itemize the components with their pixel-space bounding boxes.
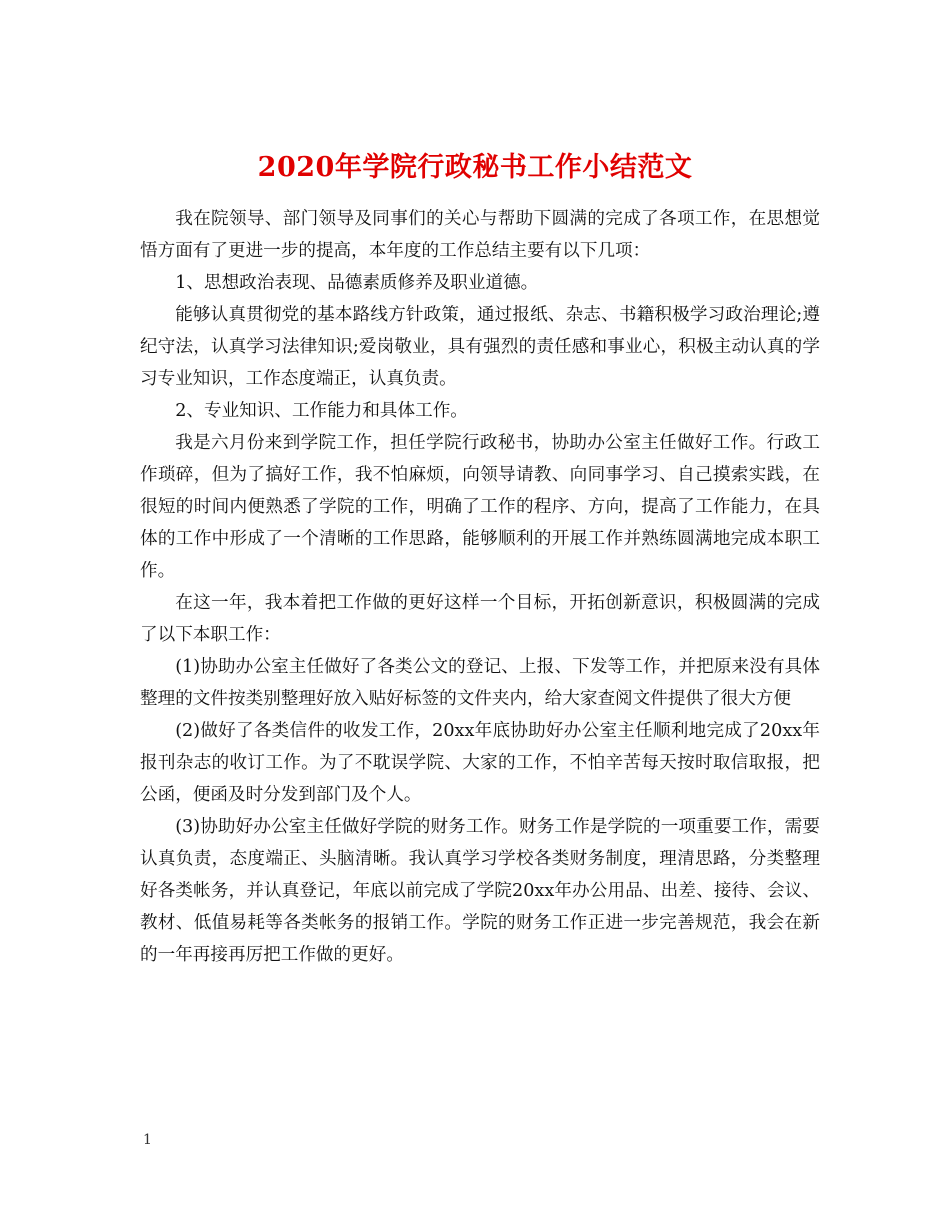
paragraph: 能够认真贯彻党的基本路线方针政策，通过报纸、杂志、书籍积极学习政治理论;遵纪守法，认真学习法律知识;爱岗敬业，具有强烈的责任感和事业心，积极主动认真的学习专业知识，工作态度端正，认真负责。 bbox=[140, 305, 820, 389]
paragraph: (3)协助好办公室主任做好学院的财务工作。财务工作是学院的一项重要工作，需要认真负责，态度端正、头脑清晰。我认真学习学校各类财务制度，理清思路，分类整理好各类帐务，并认真登记，年底以前完成了学院20xx年办公用品、出差、接待、会议、教材、低值易耗等各类帐务的报销工作。学院的财务工作正进一步完善规范，我会在新的一年再接再厉把工作做的更好。 bbox=[140, 817, 820, 965]
document-title: 2020年学院行政秘书工作小结范文 bbox=[257, 152, 693, 184]
page-number: 1 bbox=[143, 1132, 152, 1148]
paragraph: 我在院领导、部门领导及同事们的关心与帮助下圆满的完成了各项工作，在思想觉悟方面有了更进一步的提高，本年度的工作总结主要有以下几项： bbox=[140, 209, 820, 261]
paragraph: 1、思想政治表现、品德素质修养及职业道德。 bbox=[175, 273, 539, 293]
paragraph: 2、专业知识、工作能力和具体工作。 bbox=[175, 401, 468, 421]
paragraph: (1)协助办公室主任做好了各类公文的登记、上报、下发等工作，并把原来没有具体整理的文件按类别整理好放入贴好标签的文件夹内，给大家查阅文件提供了很大方便 bbox=[140, 657, 820, 709]
paragraph: 在这一年，我本着把工作做的更好这样一个目标，开拓创新意识，积极圆满的完成了以下本职工作： bbox=[140, 593, 820, 645]
paragraph: 我是六月份来到学院工作，担任学院行政秘书，协助办公室主任做好工作。行政工作琐碎，但为了搞好工作，我不怕麻烦，向领导请教、向同事学习、自己摸索实践，在很短的时间内便熟悉了学院的工作，明确了工作的程序、方向，提高了工作能力，在具体的工作中形成了一个清晰的工作思路，能够顺利的开展工作并熟练圆满地完成本职工作。 bbox=[140, 433, 820, 581]
document-body bbox=[140, 203, 820, 971]
paragraph: (2)做好了各类信件的收发工作，20xx年底协助好办公室主任顺利地完成了20xx年报刊杂志的收订工作。为了不耽误学院、大家的工作，不怕辛苦每天按时取信取报，把公函，便函及时分发到部门及个人。 bbox=[140, 721, 820, 805]
